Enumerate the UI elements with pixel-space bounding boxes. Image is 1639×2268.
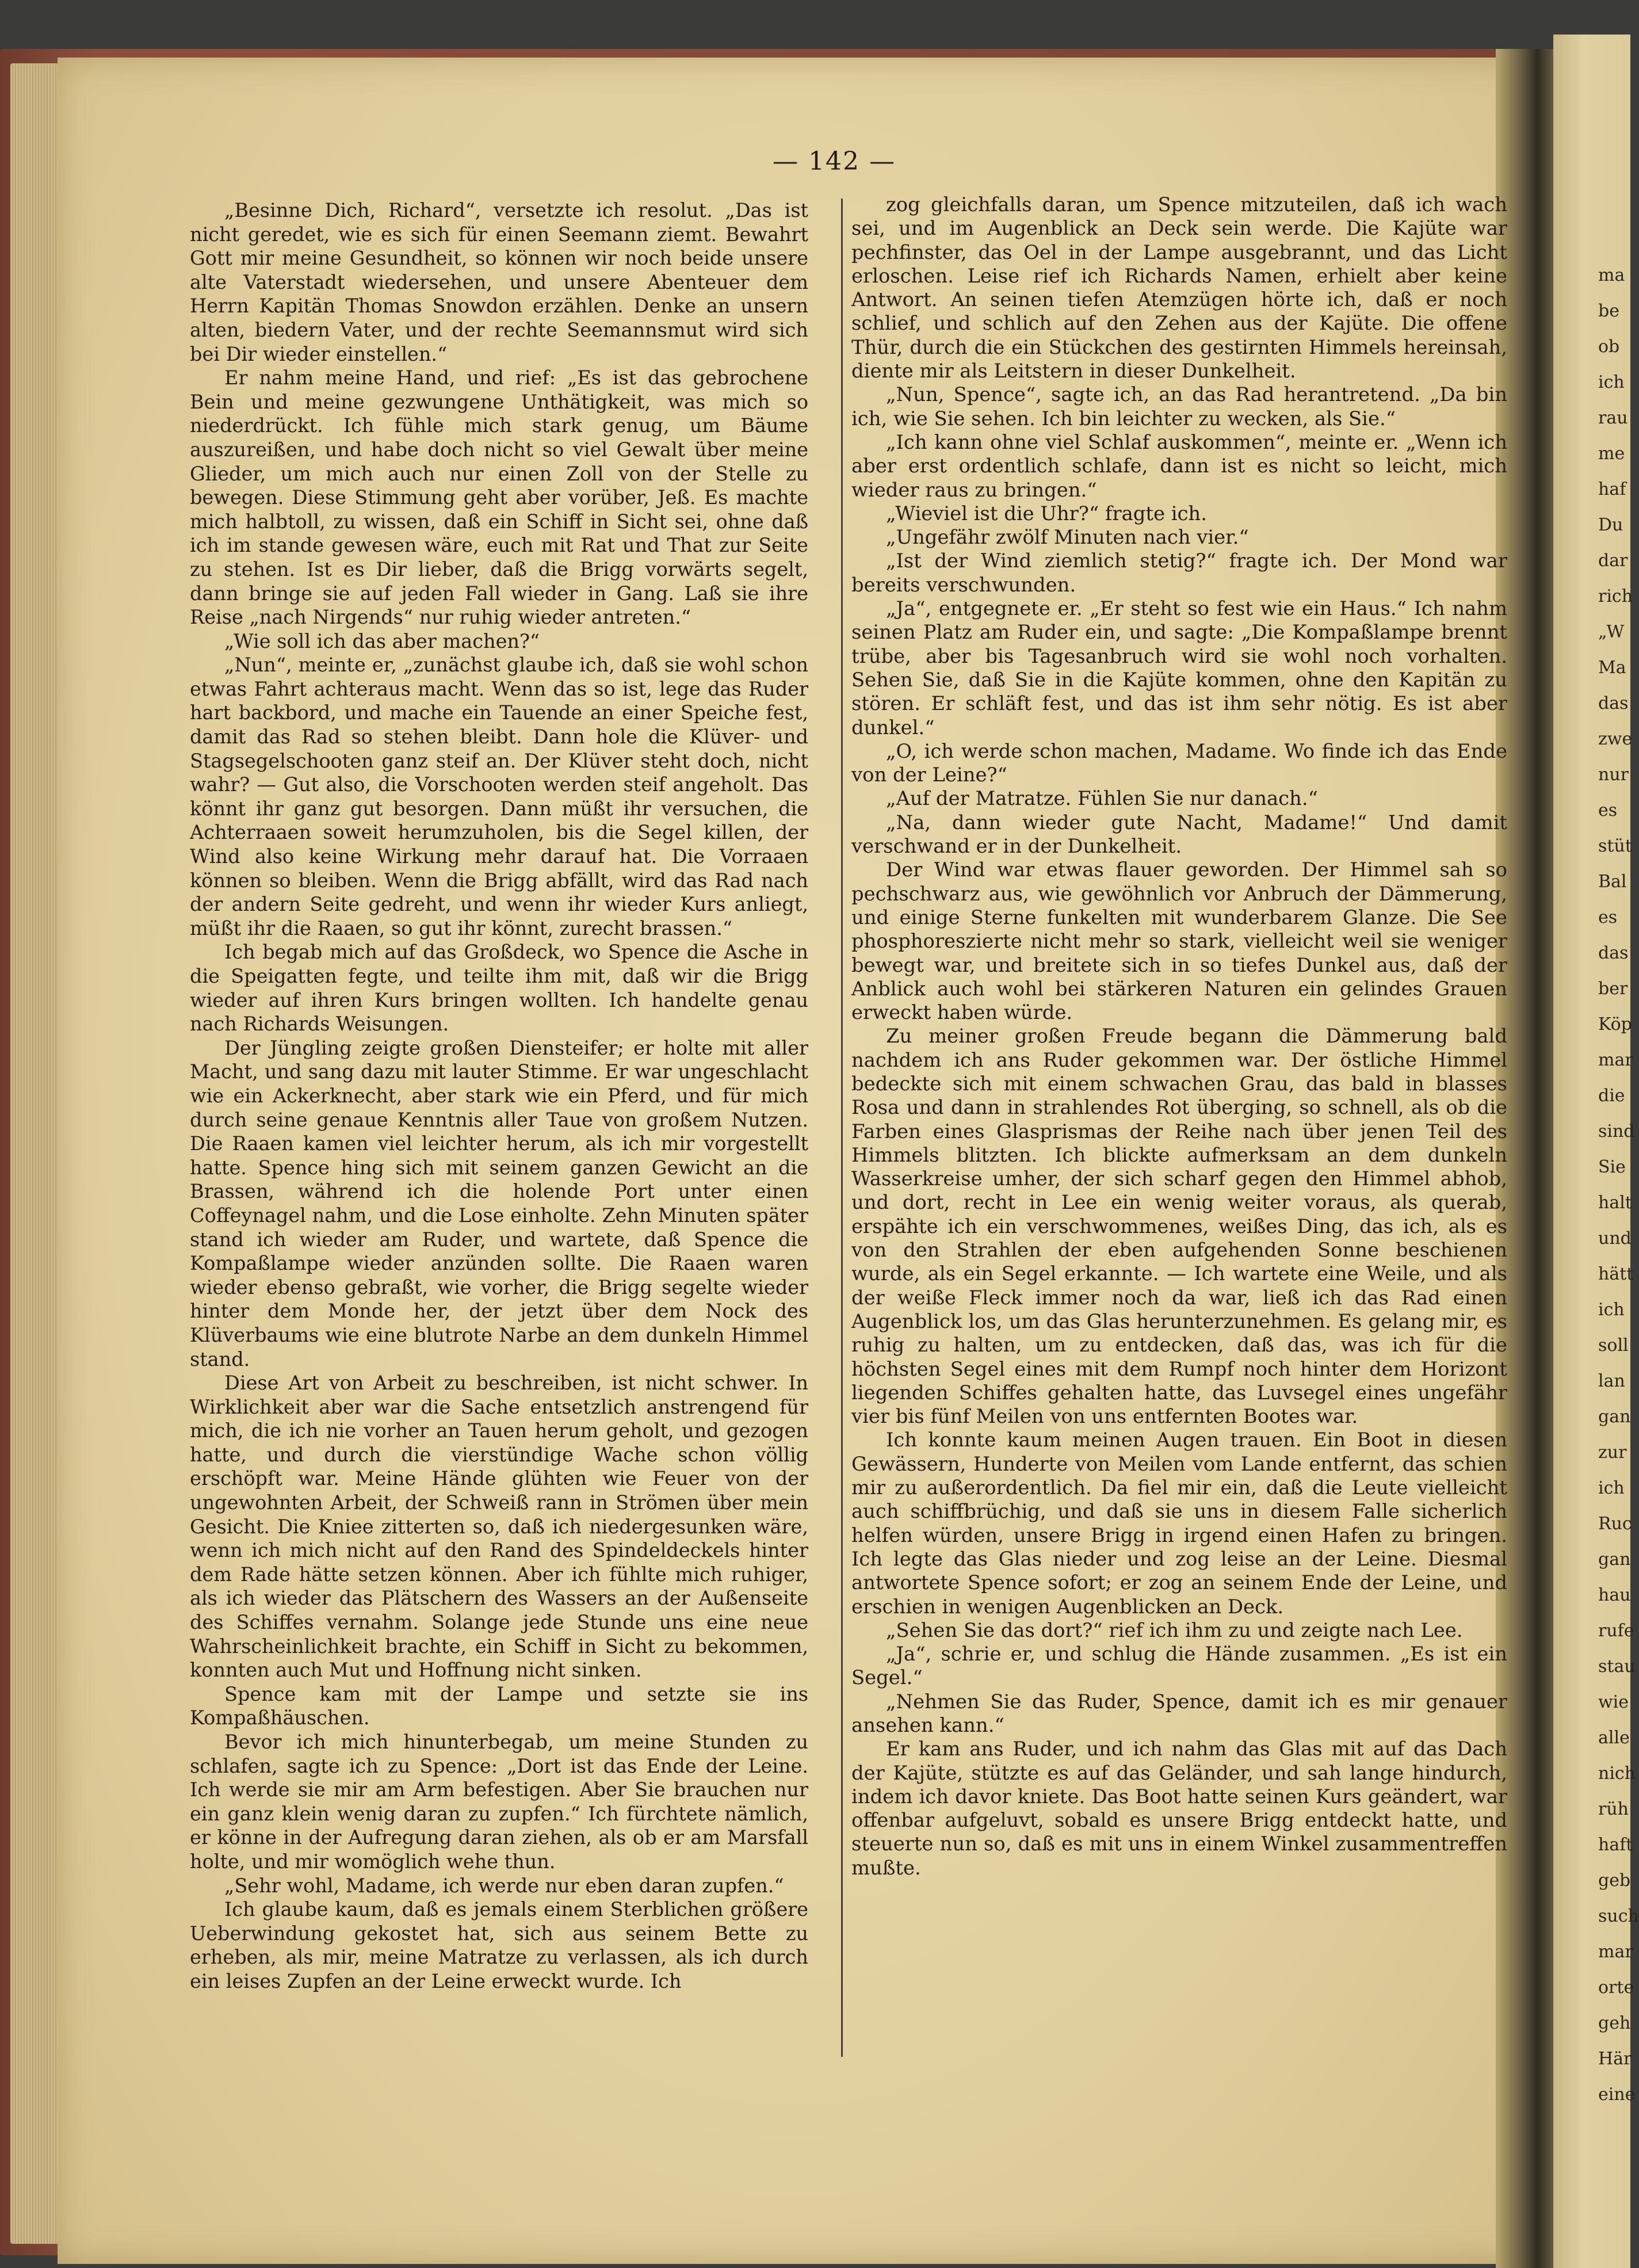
facing-page-fragment: die: [1598, 1086, 1625, 1106]
paragraph: „O, ich werde schon machen, Madame. Wo finde ich das Ende von der Leine?“: [851, 739, 1507, 786]
facing-page-fragment: das: [1598, 943, 1629, 963]
paragraph: „Sehr wohl, Madame, ich werde nur eben daran zupfen.“: [224, 1874, 784, 1897]
facing-page-fragment: wie: [1598, 1692, 1629, 1712]
facing-page-fragment: rich: [1598, 586, 1633, 606]
paragraph: „Nehmen Sie das Ruder, Spence, damit ich es mir genauer ansehen kann.“: [851, 1690, 1507, 1736]
right-text-column: [851, 193, 1507, 2063]
facing-page-fragment: mar: [1598, 1050, 1633, 1070]
paragraph: „Ja“, schrie er, und schlug die Hände zusammen. „Es ist ein Segel.“: [851, 1643, 1507, 1689]
facing-page-fragment: hätt: [1598, 1264, 1634, 1284]
next-page-edge: [1553, 35, 1639, 2268]
paragraph: Ich glaube kaum, daß es jemals einem Sterblichen größere Ueberwindung gekostet hat, sich aus seinem Bette zu erheben, als mir, meine Matratze zu verlassen, als ich durch ein leises Zupfen an der Leine erweckt wurde. Ich: [190, 1898, 808, 1992]
paragraph: „Auf der Matratze. Fühlen Sie nur danach.“: [886, 787, 1318, 810]
paragraph: Diese Art von Arbeit zu beschreiben, ist nicht schwer. In Wirklichkeit aber war die Sache entsetzlich anstrengend für mich, die ich nie vorher an Tauen herum geholt, und gezogen hatte, und durch die vierstündige Wache schon völlig erschöpft war. Meine Hände glühten wie Feuer von der ungewohnten Arbeit, der Schweiß rann in Strömen über mein Gesicht. Die Kniee zitterten so, daß ich niedergesunken wäre, wenn ich mich nicht auf den Rand des Spindeldeckels hinter dem Rade hätte setzen können. Aber ich fühlte mich ruhiger, als ich wieder das Plätschern des Wassers an der Außenseite des Schiffes vernahm. Solange jede Stunde uns eine neue Wahrscheinlichkeit brachte, ein Schiff in Sicht zu bekommen, konnten auch Mut und Hoffnung nicht sinken.: [190, 1372, 808, 1682]
facing-page-fragment: halt: [1598, 1193, 1632, 1213]
facing-page-fragment: rau: [1598, 408, 1628, 428]
facing-page-fragment: eine: [1598, 2084, 1636, 2105]
paragraph: „Ja“, entgegnete er. „Er steht so fest wie ein Haus.“ Ich nahm seinen Platz am Ruder ein, und sagte: „Die Kompaßlampe brennt trübe, aber bis Tagesanbruch wird sie wohl noch vorhalten. Sehen Sie, daß Sie in die Kajüte kommen, ohne den Kapitän zu stören. Er schläft fest, und das ist ihm sehr nötig. Es ist aber dunkel.“: [851, 597, 1507, 739]
paragraph: Bevor ich mich hinunterbegab, um meine Stunden zu schlafen, sagte ich zu Spence: „Dort ist das Ende der Leine. Ich werde sie mir am Arm befestigen. Aber Sie brauchen nur ein ganz klein wenig daran zu zupfen.“ Ich fürchtete nämlich, er könne in der Aufregung daran ziehen, als ob er am Marsfall holte, und mir womöglich wehe thun.: [190, 1731, 808, 1873]
paragraph: „Ich kann ohne viel Schlaf auskommen“, meinte er. „Wenn ich aber erst ordentlich schlafe, dann ist es nicht so leicht, mich wieder raus zu bringen.“: [851, 430, 1507, 501]
paragraph: „Na, dann wieder gute Nacht, Madame!“ Und damit verschwand er in der Dunkelheit.: [851, 811, 1507, 858]
facing-page-fragment: hau: [1598, 1585, 1631, 1605]
paragraph: Der Wind war etwas flauer geworden. Der Himmel sah so pechschwarz aus, wie gewöhnlich vor Anbruch der Dämmerung, und einige Sterne funkelten mit wunderbarem Glanze. Die See phosphoreszierte nicht mehr so stark, vielleicht weil sie weniger bewegt war, und breitete sich in so tiefes Dunkel aus, daß der Anblick auch wohl bei stärkeren Naturen ein gelindes Grauen erweckt haben würde.: [851, 858, 1507, 1024]
facing-page-fragment: stüt: [1598, 836, 1632, 856]
facing-page-fragment: gan: [1598, 1549, 1631, 1570]
facing-page-fragment: zwe: [1598, 729, 1633, 749]
facing-page-fragment: ma: [1598, 265, 1625, 285]
facing-page-fragment: stau: [1598, 1656, 1636, 1677]
paragraph: „Wie soll ich das aber machen?“: [224, 629, 540, 652]
paragraph: Ich begab mich auf das Großdeck, wo Spence die Asche in die Speigatten fegte, und teilte ihm mit, daß wir die Brigg wieder auf ihren Kurs bringen wollten. Ich handelte genau nach Richards Weisungen.: [190, 941, 808, 1036]
left-text-column: [190, 198, 808, 2068]
paragraph: „Besinne Dich, Richard“, versetzte ich resolut. „Das ist nicht geredet, wie es sich für einen Seemann ziemt. Bewahrt Gott mir meine Gesundheit, so können wir noch beide unsere alte Vaterstadt wiedersehen, und unsere Abenteuer dem Herrn Kapitän Thomas Snowdon erzählen. Denke an unsern alten, biedern Vater, und der rechte Seemannsmut wird sich bei Dir wieder einstellen.“: [190, 199, 808, 365]
paragraph: „Nun“, meinte er, „zunächst glaube ich, daß sie wohl schon etwas Fahrt achteraus macht. Wenn das so ist, lege das Ruder hart backbord, und mache ein Tauende an einer Speiche fest, damit das Rad so stehen bleibt. Dann hole die Klüver- und Stagsegelschooten ganz steif an. Der Klüver steht doch, nicht wahr? — Gut also, die Vorschooten werden steif angeholt. Das könnt ihr ganz gut besorgen. Dann müßt ihr versuchen, die Achterraaen soweit herumzuholen, bis die Segel killen, der Wind also keine Wirkung mehr darauf hat. Die Vorraaen können so bleiben. Wenn die Brigg abfällt, wird das Rad nach der andern Seite gedreht, und wenn ihr wieder Kurs anliegt, müßt ihr die Raaen, so gut ihr könnt, zurecht brassen.“: [190, 654, 808, 940]
facing-page-fragment: nich: [1598, 1763, 1636, 1784]
paragraph: Ich konnte kaum meinen Augen trauen. Ein Boot in diesen Gewässern, Hunderte von Meilen vom Lande entfernt, das schien mir zu außerordentlich. Da fiel mir ein, daß die Leute vielleicht auch schiffbrüchig, und daß sie uns in diesem Falle sicherlich helfen würden, unsere Brigg in irgend einen Hafen zu bringen. Ich legte das Glas nieder und zog leise an der Leine. Diesmal antwortete Spence sofort; er zog an seinem Ende der Leine, und erschien in wenigen Augenblicken an Deck.: [851, 1429, 1507, 1618]
facing-page-fragment: nur: [1598, 765, 1629, 785]
facing-page-fragment: lan: [1598, 1371, 1625, 1391]
page-number: — 142 —: [773, 147, 896, 176]
facing-page-fragment: Ma: [1598, 658, 1626, 678]
paragraph: „Nun, Spence“, sagte ich, an das Rad herantretend. „Da bin ich, wie Sie sehen. Ich bin leichter zu wecken, als Sie.“: [851, 383, 1507, 430]
facing-page-fragment: ber: [1598, 979, 1628, 999]
paragraph: zog gleichfalls daran, um Spence mitzuteilen, daß ich wach sei, und im Augenblick an Deck sein werde. Die Kajüte war pechfinster, das Oel in der Lampe ausgebrannt, und das Licht erloschen. Leise rief ich Richards Namen, erhielt aber keine Antwort. An seinen tiefen Atemzügen hörte ich, daß er noch schlief, und schlich auf den Zehen aus der Kajüte. Die offene Thür, durch die ein Stückchen des gestirnten Himmels hereinsah, diente mir als Leitstern in dieser Dunkelheit.: [851, 193, 1507, 383]
facing-page-fragment: me: [1598, 444, 1625, 464]
paragraph: „Wieviel ist die Uhr?“ fragte ich.: [886, 502, 1207, 525]
paragraph: Der Jüngling zeigte großen Diensteifer; er holte mit aller Macht, und sang dazu mit lauter Stimme. Er war ungeschlacht wie ein Ackerknecht, aber stark wie ein Pferd, und für mich durch seine genaue Kenntnis aller Taue von großem Nutzen. Die Raaen kamen viel leichter herum, als ich mir vorgestellt hatte. Spence hing sich mit seinem ganzen Gewicht an die Brassen, während ich die holende Port unter einen Coffeynagel nahm, und die Lose einholte. Zehn Minuten später stand ich wieder am Ruder, und wartete, daß Spence die Kompaßlampe wieder anzünden sollte. Die Raaen waren wieder ebenso gebraßt, wie vorher, die Brigg segelte wieder hinter dem Monde her, der jetzt über dem Nock des Klüverbaums wie eine blutrote Narbe an dem dunkeln Himmel stand.: [190, 1036, 808, 1370]
facing-page-fragment: dar: [1598, 551, 1628, 571]
facing-page-fragment: ich: [1598, 1300, 1625, 1320]
facing-page-fragment: geb: [1598, 1870, 1631, 1891]
facing-page-fragment: Ruc: [1598, 1514, 1632, 1534]
facing-page-fragment: „W: [1598, 622, 1625, 642]
facing-page-fragment: sind: [1598, 1121, 1635, 1141]
facing-page-fragment: und: [1598, 1228, 1632, 1248]
facing-page-fragment: Här: [1598, 2049, 1632, 2069]
facing-page-fragment: ob: [1598, 337, 1620, 357]
paragraph: Er kam ans Ruder, und ich nahm das Glas mit auf das Dach der Kajüte, stützte es auf das Geländer, und sah lange hindurch, indem ich davor kniete. Das Boot hatte seinen Kurs geändert, war offenbar aufgeluvt, sobald es unsere Brigg entdeckt hatte, und steuerte nun so, daß es mit uns in einem Winkel zusammentreffen mußte.: [851, 1738, 1507, 1879]
paragraph: Zu meiner großen Freude begann die Dämmerung bald nachdem ich ans Ruder gekommen war. Der östliche Himmel bedeckte sich mit einem schwachen Grau, das bald in blasses Rosa und dann in strahlendes Rot überging, so schnell, als ob die Farben eines Glasprismas der Reihe nach über jenen Teil des Himmels blitzten. Ich blickte aufmerksam an dem dunkeln Wasserkreise umher, der sich scharf gegen den Himmel abhob, und dort, recht in Lee ein wenig weiter voraus, als querab, erspähte ich ein verschwommenes, weißes Ding, das ich, als es von den Strahlen der eben aufgehenden Sonne beschienen wurde, als ein Segel erkannte. — Ich wartete eine Weile, und als der weiße Fleck immer noch da war, ließ ich das Rad einen Augenblick los, um das Glas herunterzunehmen. Es gelang mir, es ruhig zu halten, um zu entdecken, daß das, was ich für die höchsten Segel eines mit dem Rumpf noch hinter dem Horizont liegenden Schiffes gehalten hatte, das Luvsegel eines ungefähr vier bis fünf Meilen von uns entfernten Bootes war.: [851, 1025, 1507, 1428]
facing-page-fragment: rüh: [1598, 1799, 1629, 1819]
paragraph: „Ist der Wind ziemlich stetig?“ fragte ich. Der Mond war bereits verschwunden.: [851, 549, 1507, 596]
paragraph: Spence kam mit der Lampe und setzte sie ins Kompaßhäuschen.: [190, 1682, 808, 1729]
facing-page-fragment: gan: [1598, 1407, 1631, 1427]
facing-page-fragment: Du: [1598, 515, 1623, 535]
facing-page-fragment: such: [1598, 1906, 1639, 1926]
facing-page-fragment: ich: [1598, 1478, 1625, 1498]
facing-page-fragment: Bal: [1598, 872, 1627, 892]
facing-page-fragment: es: [1598, 800, 1618, 820]
paragraph: „Sehen Sie das dort?“ rief ich ihm zu und zeigte nach Lee.: [886, 1618, 1463, 1641]
facing-page-fragment: be: [1598, 301, 1619, 321]
facing-page-fragment: Sie: [1598, 1157, 1626, 1177]
facing-page-fragment: rufe: [1598, 1621, 1634, 1641]
facing-page-fragment: haf: [1598, 479, 1626, 499]
facing-page-fragment: alle: [1598, 1728, 1630, 1748]
facing-page-fragment: soll: [1598, 1335, 1629, 1356]
paragraph: „Ungefähr zwölf Minuten nach vier.“: [886, 526, 1249, 549]
facing-page-fragment: ich: [1598, 372, 1625, 392]
facing-page-fragment: Köp: [1598, 1014, 1632, 1034]
facing-page-fragment: zur: [1598, 1442, 1627, 1463]
facing-page-fragment: mar: [1598, 1942, 1633, 1962]
facing-page-fragment: haft: [1598, 1835, 1633, 1855]
facing-page-fragment: das: [1598, 693, 1629, 713]
facing-page-fragment: geh: [1598, 2013, 1631, 2033]
facing-page-fragment: orte: [1598, 1977, 1634, 1998]
column-divider: [841, 198, 843, 2057]
facing-page-fragment: es: [1598, 907, 1618, 927]
paragraph: Er nahm meine Hand, und rief: „Es ist das gebrochene Bein und meine gezwungene Unthätigkeit, was mich so niederdrückt. Ich fühle mich stark genug, um Bäume auszureißen, und habe doch nicht so viel Gewalt über meine Glieder, um mich auch nur einen Zoll von der Stelle zu bewegen. Diese Stimmung geht aber vorüber, Jeß. Es machte mich halbtoll, zu wissen, daß ein Schiff in Sicht sei, ohne daß ich im stande gewesen wäre, euch mit Rat und That zur Seite zu stehen. Ist es Dir lieber, daß die Brigg vorwärts segelt, dann bringe sie auf jeden Fall wieder in Gang. Laß sie ihre Reise „nach Nirgends“ nur ruhig wieder antreten.“: [190, 366, 808, 629]
